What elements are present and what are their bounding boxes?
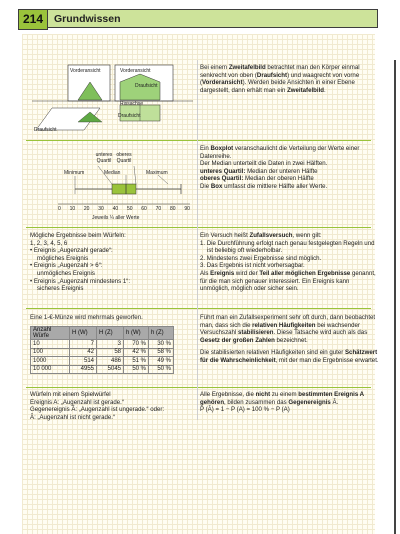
table-cell: 3 xyxy=(97,340,124,349)
coin-table xyxy=(30,326,174,374)
page-number: 214 xyxy=(18,9,48,30)
table-header: Anzahl Würfe xyxy=(31,327,70,340)
table-cell: 100 xyxy=(31,348,70,357)
large-numbers-text: Führt man ein Zufallsexperiment sehr oft durch, dann beobachtet man, dass sich die relativen Häufigkeiten bei wachsender Versuchszahl stabilisieren. Diese Tatsache wird auch als das Gesetz der großen Zahlen bezeichnet. Die stabilisierten relativen Häufigkeiten sind ein guter Schätzwert für die Wahrscheinlichkeit, mit der man die Ergebnisse erwartet. xyxy=(200,314,379,364)
column-divider xyxy=(197,60,198,420)
divider xyxy=(26,308,371,309)
tick: 10 xyxy=(69,206,76,212)
table-header: h (Z) xyxy=(149,327,174,340)
boxplot-text: Ein Boxplot veranschaulicht die Verteilung der Werte einer Datenreihe. Der Median unterteilt die Daten in zwei Hälften. unteres Quartil: Median der unteren Hälfte oberes Quartil: Median der oberen Hälfte Die Box umfasst die mittlere Hälfte aller Werte. xyxy=(200,145,360,190)
table-cell: 58 % xyxy=(149,348,174,357)
table-row xyxy=(31,365,174,374)
dice-events-text: Mögliche Ergebnisse beim Würfeln: 1, 2, 3, 4, 5, 6 • Ereignis „Augenzahl gerade“: mögliches Ereignis • Ereignis „Augenzahl > 6“: unmögliches Ereignis • Ereignis „Augenzahl mindestens 1“: sicheres Ereignis xyxy=(30,232,131,293)
axis-caption: Jeweils ¼ aller Werte xyxy=(92,215,140,221)
table-cell: 42 % xyxy=(124,348,149,357)
tick: 30 xyxy=(98,206,104,212)
table-row xyxy=(31,340,174,349)
table-cell: 10 xyxy=(31,340,70,349)
dice-counter-event-text: Würfeln mit einem Spielwürfel Ereignis A: „Augenzahl ist gerade.“ Gegenereignis Ā: „Augenzahl ist ungerade.“ oder: Ā: „Augenzahl ist nicht gerade.“ xyxy=(30,391,165,421)
table-header: H (W) xyxy=(70,327,97,340)
label-side-view: Vorderansicht xyxy=(120,68,151,74)
boxplot xyxy=(30,160,195,222)
divider xyxy=(26,387,371,388)
divider xyxy=(26,227,371,228)
table-cell: 10 000 xyxy=(31,365,70,374)
label-lower-quartile: unteres Quartil xyxy=(95,152,113,164)
table-header-row xyxy=(31,327,174,340)
tick: 20 xyxy=(83,206,90,212)
table-row xyxy=(31,357,174,366)
tick: 40 xyxy=(112,206,119,212)
table-cell: 4955 xyxy=(70,365,97,374)
table-cell: 30 % xyxy=(149,340,174,349)
table-cell: 5045 xyxy=(97,365,124,374)
label-maximum: Maximum xyxy=(146,170,168,176)
table-header: h (W) xyxy=(124,327,149,340)
counter-event-text: Alle Ergebnisse, die nicht zu einem bestimmten Ereignis A gehören, bilden zusammen das Gegenereignis Ā. P (Ā) = 1 − P (A) = 100 % − P (A) xyxy=(200,391,380,414)
divider xyxy=(26,140,371,141)
table-cell: 51 % xyxy=(124,357,149,366)
table-cell: 1000 xyxy=(31,357,70,366)
tick: 0 xyxy=(58,206,61,212)
tick: 70 xyxy=(155,206,162,212)
section-title: Grundwissen xyxy=(48,9,378,28)
label-top-view: Draufsicht xyxy=(135,83,158,89)
axis-ticks xyxy=(58,206,190,212)
coin-intro: Eine 1-€-Münze wird mehrmals geworfen. xyxy=(30,314,143,321)
label-trace-axis: Rissachse xyxy=(120,101,144,107)
table-cell: 486 xyxy=(97,357,124,366)
tick: 50 xyxy=(126,206,133,212)
zweitafelbild-text: Bei einem Zweitafelbild betrachtet man den Körper einmal senkrecht von oben (Draufsicht) und waagrecht von vorne (Vorderansicht). Werden beide Ansichten in einer Ebene dargestellt, dann erhält man ein Zweitafelbild. xyxy=(200,64,360,94)
label-upper-quartile: oberes Quartil xyxy=(116,152,132,164)
table-cell: 70 % xyxy=(124,340,149,349)
label-median: Median xyxy=(104,170,121,176)
label-minimum: Minimum xyxy=(64,170,85,176)
table-header: H (Z) xyxy=(97,327,124,340)
table-cell: 49 % xyxy=(149,357,174,366)
table-cell: 42 xyxy=(70,348,97,357)
probability-formula: P (Ā) = 1 − P (A) = 100 % − P (A) xyxy=(200,406,290,414)
label-front-view: Vorderansicht xyxy=(70,68,101,74)
table-cell: 58 xyxy=(97,348,124,357)
table-row xyxy=(31,348,174,357)
table-cell: 50 % xyxy=(124,365,149,374)
page-edge xyxy=(394,60,396,534)
table-cell: 514 xyxy=(70,357,97,366)
label-bottom-view: Draufsicht xyxy=(118,113,141,119)
tick: 90 xyxy=(184,206,190,212)
table-cell: 7 xyxy=(70,340,97,349)
random-experiment-text: Ein Versuch heißt Zufallsversuch, wenn gilt: 1. Die Durchführung erfolgt nach genau festgelegten Regeln und ist beliebig oft wiederholbar. 2. Mindestens zwei Ergebnisse sind möglich. 3. Das Ergebnis ist nicht vorhersagbar. Als Ereignis wird der Teil aller möglichen Ergebnisse genannt, für die man sich genauer interessiert. Ein Ereignis kann unmöglich, möglich oder sicher sein. xyxy=(200,232,376,293)
tick: 60 xyxy=(141,206,147,212)
tick: 80 xyxy=(169,206,176,212)
table-cell: 50 % xyxy=(149,365,174,374)
label-bottom-view-2: Draufsicht xyxy=(34,127,57,133)
